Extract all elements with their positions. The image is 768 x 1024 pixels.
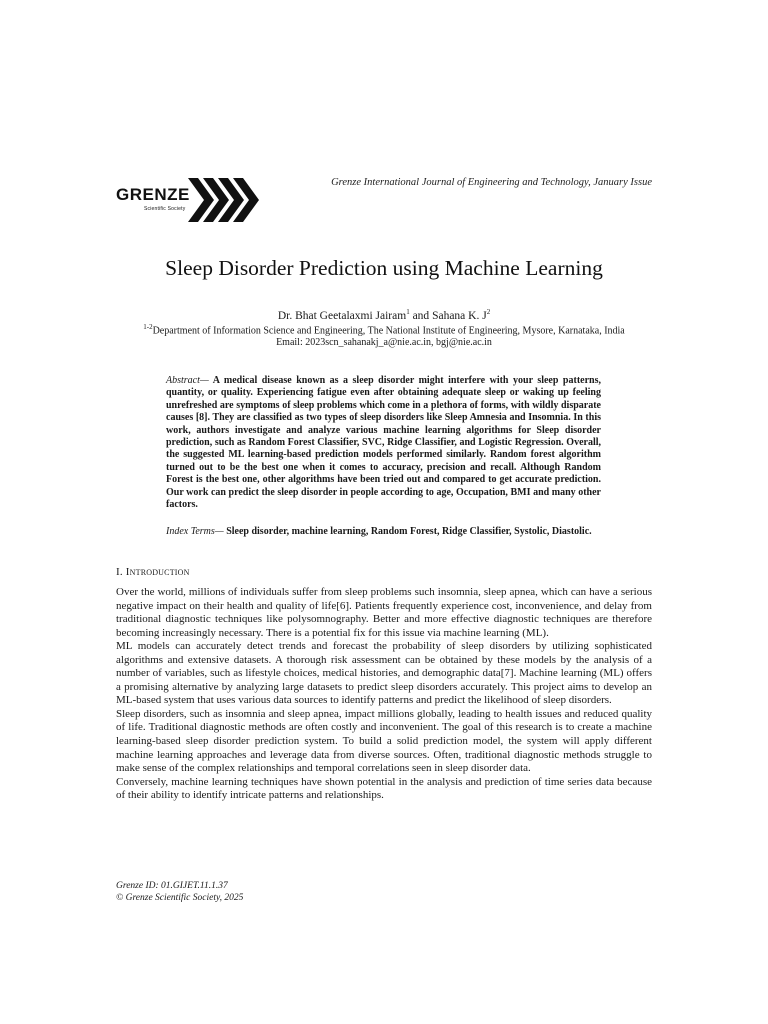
author-email: Email: 2023scn_sahanakj_a@nie.ac.in, bgj@nie.ac.in bbox=[276, 337, 492, 348]
abstract-text: A medical disease known as a sleep disorder might interfere with your sleep patterns, quantity, or quality. Experiencing fatigue even after obtaining adequate sleep or waking up feeling unrefreshed are symptoms of sleep problems which come in a plethora of forms, with wildly disparate causes [8]. They are classified as two types of sleep disorders like Sleep Amnesia and Insomnia. In this work, authors investigate and analyze various machine learning algorithms for Sleep disorder prediction, such as Random Forest Classifier, SVC, Ridge Classifier, and Logistic Regression. Overall, the suggested ML learning-based prediction models performed similarly. Random forest algorithm turned out to be the best one when it comes to accuracy, precision and recall. Although Random Forest is the best one, other algorithms have been tried out and compared to get accurate prediction. Our work can predict the sleep disorder in people according to age, Occupation, BMI and many other factors. bbox=[166, 375, 601, 511]
author-1-sup: 1 bbox=[406, 308, 410, 316]
journal-name: Grenze International Journal of Engineering and Technology, January Issue bbox=[331, 177, 652, 188]
author-1: Dr. Bhat Geetalaxmi Jairam bbox=[277, 309, 407, 322]
grenze-logo bbox=[116, 176, 266, 226]
author-2: Sahana K. J bbox=[432, 309, 487, 322]
paragraph: ML models can accurately detect trends and forecast the probability of sleep disorders by utilizing sophisticated algorithms and extensive datasets. A thorough risk assessment can be obtained by these models by the analysis of a number of variables, such as lifestyle choices, medical histories, and demographic data[7]. Machine learning (ML) offers a promising alternative by analyzing large datasets to predict sleep disorders accurately. This project aims to develop an ML-based system that uses various data sources to identify patterns and predict the likelihood of sleep disorders. bbox=[116, 640, 652, 707]
abstract bbox=[166, 375, 601, 511]
copyright: © Grenze Scientific Society, 2025 bbox=[116, 893, 244, 903]
logo-text: GRENZE bbox=[116, 185, 190, 204]
section-body bbox=[116, 586, 652, 803]
author-connector: and bbox=[409, 309, 433, 322]
paper-title: Sleep Disorder Prediction using Machine Learning bbox=[165, 256, 603, 280]
affiliation-text: Department of Information Science and Engineering, The National Institute of Engineering, Mysore, Karnataka, India bbox=[152, 325, 625, 337]
paragraph: Sleep disorders, such as insomnia and sleep apnea, impact millions globally, leading to health issues and reduced quality of life. Traditional diagnostic methods are often costly and inconvenient. The goal of this research is to create a machine learning-based sleep disorder prediction system. To build a solid prediction model, the system will apply different machine learning approaches and leverage data from diverse sources. Often, traditional diagnostic methods struggle to make sense of the complex relationships and temporal correlations seen in sleep disorder data. bbox=[116, 707, 652, 775]
paragraph: Over the world, millions of individuals suffer from sleep problems such insomnia, sleep apnea, which can have a serious negative impact on their health and quality of life[6]. Patients frequently experience cost, inconvenience, and delay from traditional diagnostic techniques like polysomnography. Better and more effective diagnostic techniques are therefore becoming increasingly necessary. There is a potential fix for this issue via machine learning (ML). bbox=[116, 586, 652, 639]
page-footer bbox=[116, 880, 243, 904]
affiliation bbox=[0, 323, 768, 336]
index-terms-text: Sleep disorder, machine learning, Random Forest, Ridge Classifier, Systolic, Diastolic. bbox=[223, 526, 592, 537]
author-line bbox=[0, 308, 768, 322]
chevron-arrows-icon bbox=[188, 176, 264, 224]
index-terms bbox=[166, 526, 601, 538]
section-heading: I. Introduction bbox=[116, 566, 190, 578]
author-2-sup: 2 bbox=[486, 308, 491, 316]
logo-subtext: Scientific Society bbox=[144, 206, 186, 212]
index-terms-label: Index Terms— bbox=[166, 526, 224, 537]
affiliation-sup: 1-2 bbox=[143, 323, 153, 331]
grenze-id: Grenze ID: 01.GIJET.11.1.37 bbox=[116, 881, 228, 891]
abstract-label: Abstract— bbox=[166, 375, 209, 386]
paragraph: Conversely, machine learning techniques have shown potential in the analysis and prediction of time series data because of their ability to identify intricate patterns and relationships. bbox=[116, 775, 652, 802]
